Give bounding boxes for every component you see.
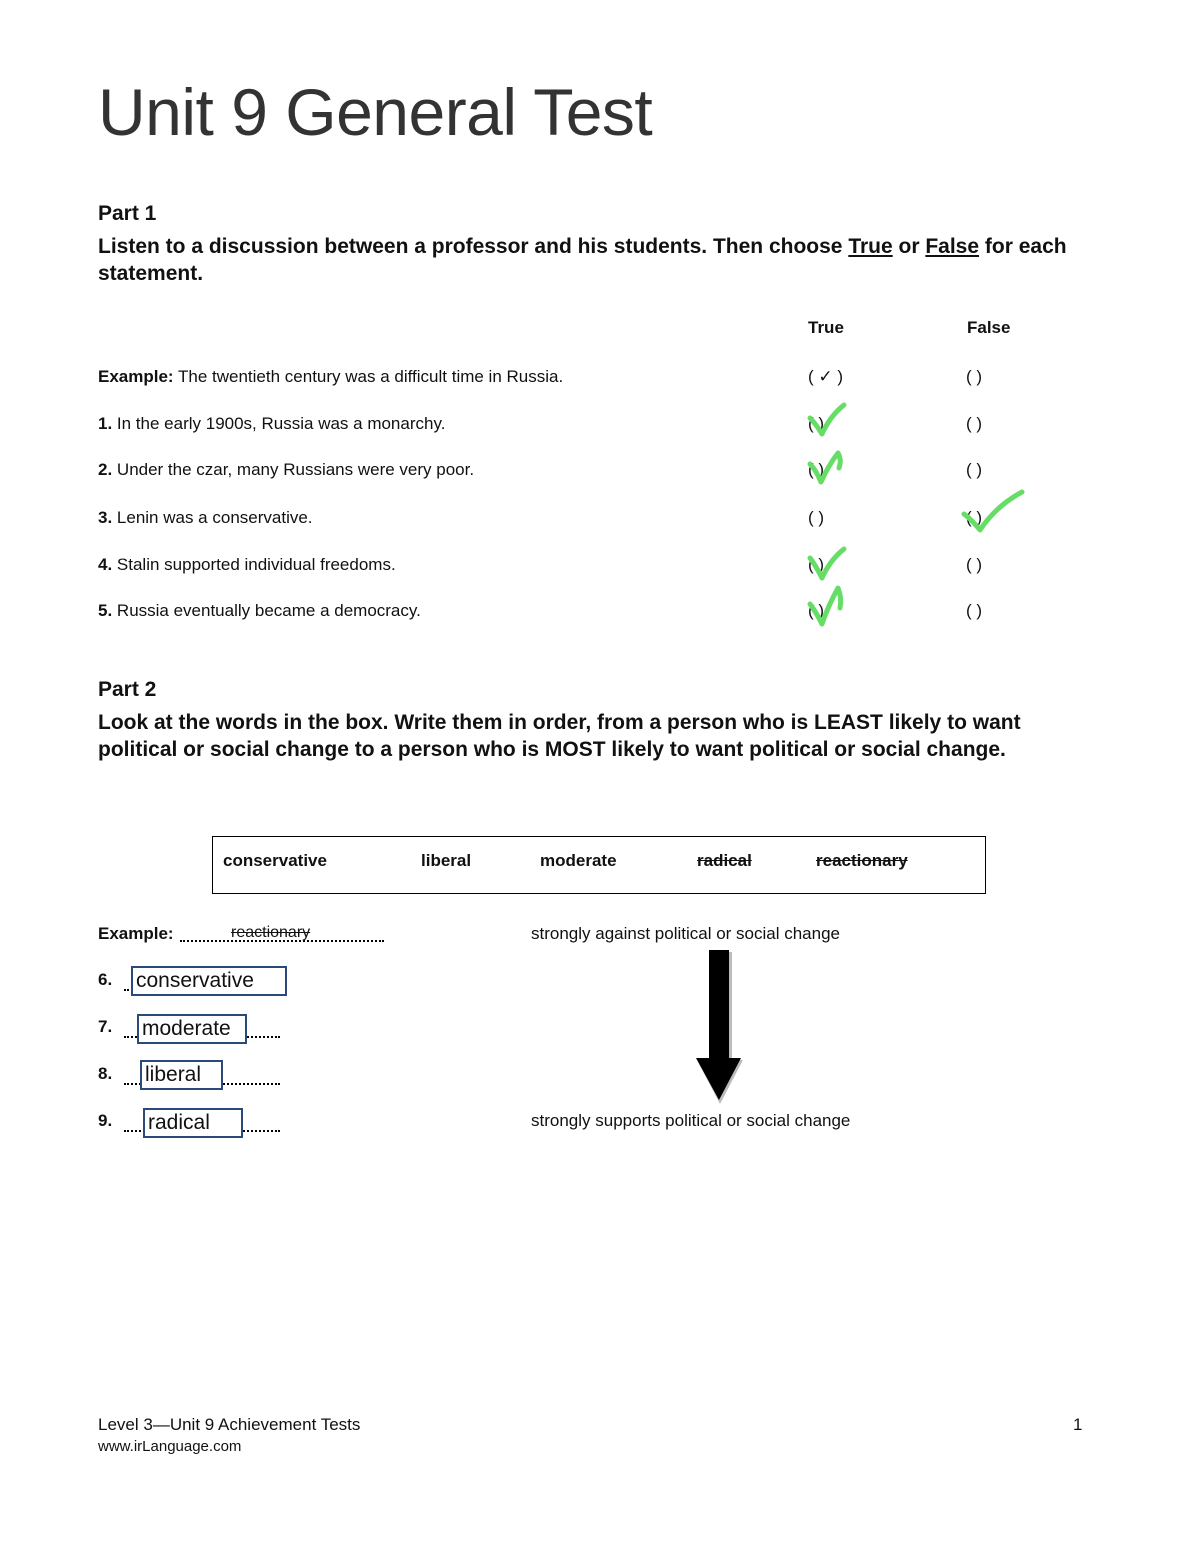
answer-7-number: 7. [98,1017,113,1036]
item-5-false-choice[interactable]: ( ) [966,601,983,620]
check-mark-icon [806,402,850,438]
item-5-true-choice[interactable]: ( ) [808,601,825,620]
example-statement: Example: The twentieth century was a difficult time in Russia. [98,367,564,386]
answer-9-field[interactable]: radical [143,1108,243,1138]
check-mark-icon [806,546,850,582]
check-mark-icon [806,450,850,486]
word-conservative: conservative [223,851,327,870]
part2-heading: Part 2 [98,678,157,701]
footer-url[interactable]: www.irLanguage.com [98,1438,242,1455]
statement-2: 2. Under the czar, many Russians were very poor. [98,460,475,479]
footer-title: Level 3—Unit 9 Achievement Tests [98,1415,361,1434]
answer-9-number: 9. [98,1111,113,1130]
part1-instruction: Listen to a discussion between a professor and his students. Then choose True or False for each statement. [98,235,1067,285]
word-radical: radical [697,851,752,870]
part1-heading: Part 1 [98,202,157,225]
statement-5: 5. Russia eventually became a democracy. [98,601,421,620]
part2-instruction: Look at the words in the box. Write them in order, from a person who is LEAST likely to want political or social change to a person who is MOST likely to want political or social change. [98,711,1021,761]
item-3-false-choice[interactable]: ( ) [966,508,983,527]
item-4-true-choice[interactable]: ( ) [808,555,825,574]
check-mark-icon [960,488,1026,536]
item-3-true-choice[interactable]: ( ) [808,508,825,527]
example-answer: reactionary [231,924,311,941]
page-number: 1 [1073,1415,1083,1434]
scale-top-label: strongly against political or social change [531,924,841,943]
word-reactionary: reactionary [816,851,908,870]
example-true-choice: ( ✓ ) [808,367,844,386]
example-false-choice: ( ) [966,367,983,386]
page-title: Unit 9 General Test [98,75,653,149]
word-moderate: moderate [540,851,617,870]
statement-1: 1. In the early 1900s, Russia was a monarchy. [98,414,446,433]
item-1-false-choice[interactable]: ( ) [966,414,983,433]
answer-7-field[interactable]: moderate [137,1014,247,1044]
word-liberal: liberal [421,851,472,870]
example-label: Example: [98,924,174,943]
answer-6-number: 6. [98,970,113,989]
answer-8-field[interactable]: liberal [140,1060,223,1090]
answer-6-field[interactable]: conservative [131,966,287,996]
item-1-true-choice[interactable]: ( ) [808,414,825,433]
statement-4: 4. Stalin supported individual freedoms. [98,555,396,574]
answer-8-number: 8. [98,1064,113,1083]
column-header-false: False [967,318,1011,337]
statement-3: 3. Lenin was a conservative. [98,508,313,527]
arrow-down-icon [694,948,750,1108]
check-mark-icon [806,584,850,628]
item-4-false-choice[interactable]: ( ) [966,555,983,574]
column-header-true: True [808,318,844,337]
item-2-true-choice[interactable]: ( ) [808,460,825,479]
item-2-false-choice[interactable]: ( ) [966,460,983,479]
scale-bottom-label: strongly supports political or social change [531,1111,851,1130]
